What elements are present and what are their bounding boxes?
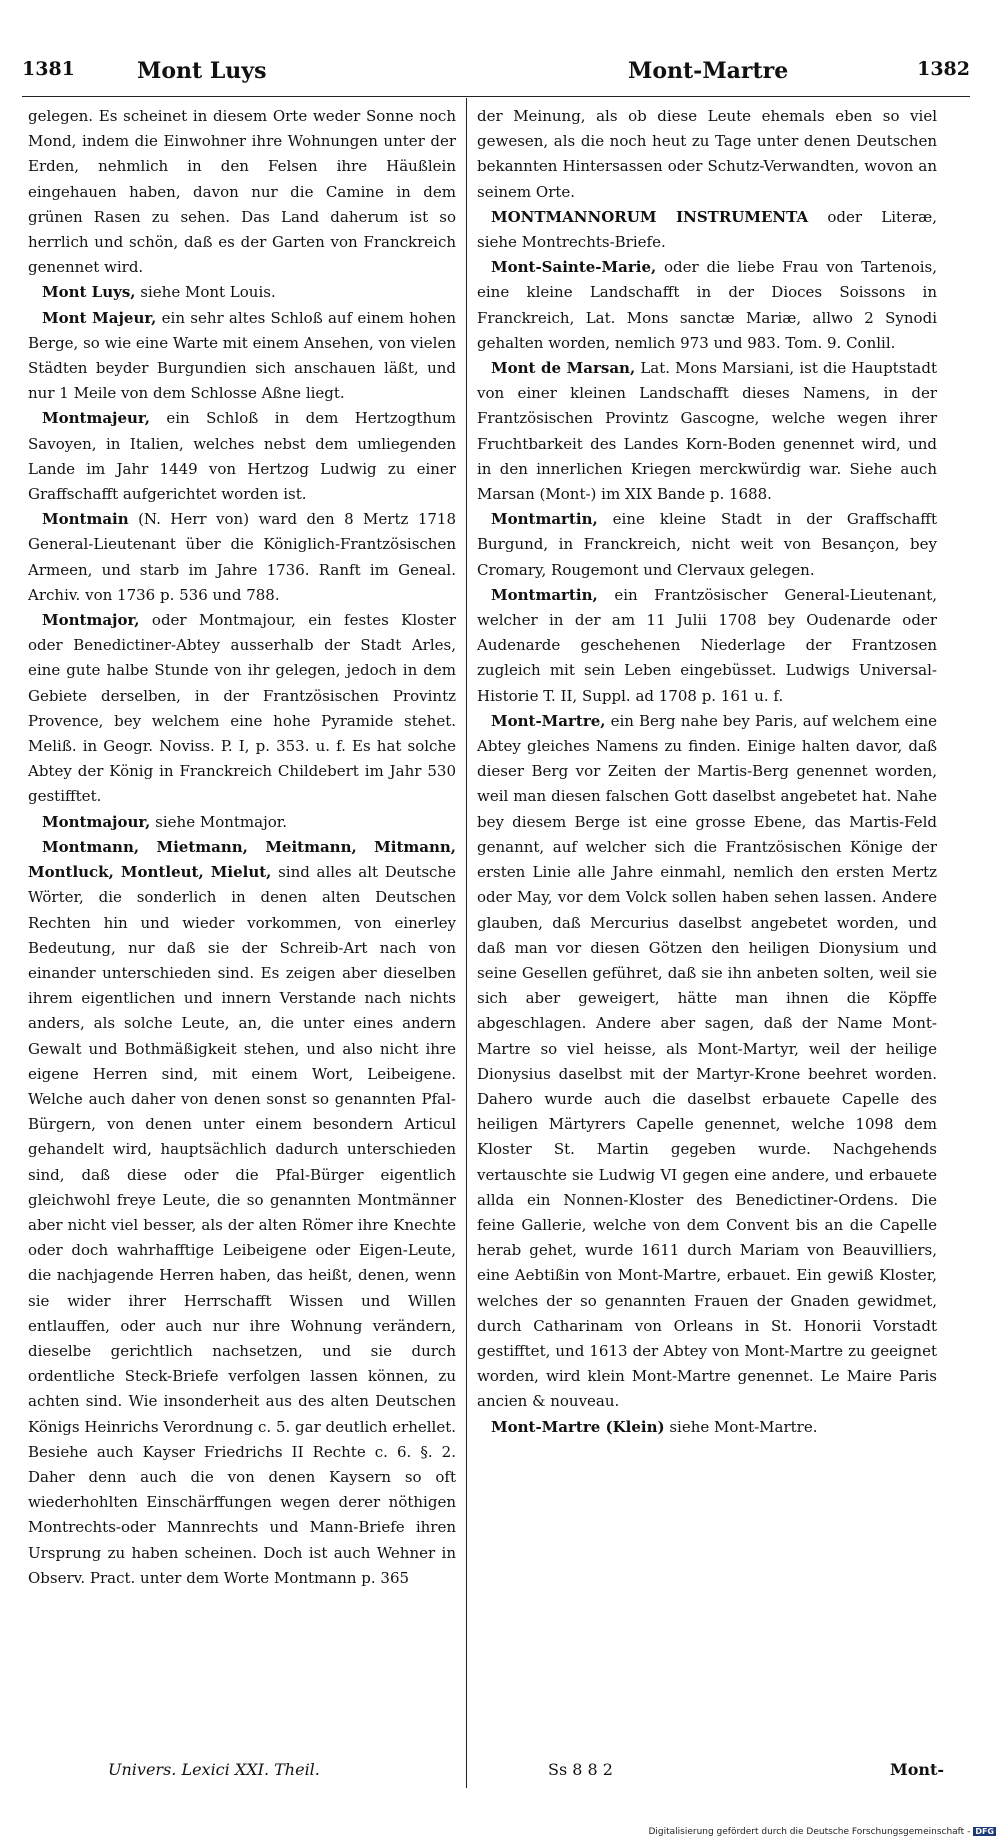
catchword: Mont-: [890, 1760, 945, 1779]
sheet-signature: Ss 8 8 2: [548, 1760, 613, 1779]
entry-text: oder die liebe Frau von Tartenois, eine kleine Landschafft in der Dioces Soissons in Franckreich, Lat. Mons sanctæ Mariæ, allwo 2 Synodi gehalten worden, nemlich 973 und 983. Tom. 9. Conlil.: [477, 258, 937, 352]
entry-text: ein Schloß in dem Hertzogthum Savoyen, in Italien, welches nebst dem umliegenden Lande im Jahr 1449 von Hertzog Ludwig zu einer Graffschafft aufgerichtet worden ist.: [28, 409, 456, 504]
dfg-logo: DFG: [975, 1827, 994, 1836]
entry: [477, 507, 937, 583]
entry-text: (N. Herr von) ward den 8 Mertz 1718 General-Lieutenant über die Königlich-Frantzösischen Armeen, und starb im Jahre 1736. Ranft im Geneal. Archiv. von 1736 p. 536 und 788.: [28, 510, 456, 604]
entry-headword: Montmajeur,: [42, 409, 150, 428]
page-footer: [28, 1760, 968, 1788]
entry: [28, 608, 456, 810]
entry-headword: Mont Majeur,: [42, 308, 157, 327]
volume-signature: Univers. Lexici XXI. Theil.: [108, 1760, 320, 1779]
entry: [28, 280, 456, 305]
entry: [28, 104, 456, 280]
entry-text: ein Berg nahe bey Paris, auf welchem eine Abtey gleiches Namens zu finden. Einige halten davor, daß dieser Berg vor Zeiten der Martis-Berg genennet worden, weil man diesen falschen Gott daselbst angebetet hat. Nahe bey diesem Berge ist eine grosse Ebene, das Martis-Feld genannt, auf welcher sich die Frantzösischen Könige der ersten Linie alle Jahre einmahl, nemlich den ersten Mertz oder May, vor dem Volck sollen haben sehen lassen. Andere glauben, daß Mercurius daselbst angebetet worden, und daß man vor diesen Götzen den heiligen Dionysium und seine Gesellen geführet, daß sie ihn anbeten solten, weil sie sich aber geweigert, hätte man ihnen die Köpffe abgeschlagen. Andere aber sagen, daß der Name Mont-Martre so viel heisse, als Mont-Martyr, weil der heilige Dionysius daselbst mit der Martyr-Krone beehret worden. Dahero wurde auch die daselbst erbauete Capelle des heiligen Märtyrers Capelle genennet, welche 1098 dem Kloster St. Martin gegeben wurde. Nachgehends vertauschte sie Ludwig VI gegen eine andere, und erbauete allda ein Nonnen-Kloster des Benedictiner-Ordens. Die feine Gallerie, welche von dem Convent bis an die Capelle herab gehet, wurde 1611 durch Mariam von Beauvilliers, eine Aebtißin von Mont-Martre, erbauet. Ein gewiß Kloster, welches der so genannten Frauen der Gnaden gewidmet, durch Catharinam von Orleans in St. Honorii Vorstadt gestifftet, und 1613 der Abtey von Mont-Martre zu geeignet worden, wird klein Mont-Martre genennet. Le Maire Paris ancien & nouveau.: [477, 711, 937, 1411]
entry: [477, 356, 937, 507]
entry-text: siehe Mont-Martre.: [664, 1417, 818, 1436]
column-divider: [466, 98, 467, 1788]
entry: [477, 583, 937, 709]
entry-headword: Montmartin,: [491, 510, 598, 529]
entry: [477, 205, 937, 255]
entry: [28, 406, 456, 507]
entry-text: ein sehr altes Schloß auf einem hohen Berge, so wie eine Warte mit einem Ansehen, von vielen Städten beyder Burgundien sich anschauen läßt, und nur 1 Meile von dem Schlosse Aßne liegt.: [28, 308, 456, 403]
entry-text: ein Frantzösischer General-Lieutenant, welcher in der am 11 Julii 1708 bey Oudenarde oder Audenarde geschehenen Niederlage der Frantzosen zugleich mit sein Leben eingebüsset. Ludwigs Universal-Historie T. II, Suppl. ad 1708 p. 161 u. f.: [477, 585, 937, 705]
entry-text: der Meinung, als ob diese Leute ehemals eben so viel gewesen, als die noch heut zu Tage unter denen Deutschen bekannten Hintersassen oder Schutz-Verwandten, wovon an seinem Orte.: [477, 107, 937, 201]
running-header: [22, 58, 970, 92]
left-running-title: Mont Luys: [137, 58, 267, 84]
entry-text: eine kleine Stadt in der Graffschafft Burgund, in Franckreich, nicht weit von Besançon, bey Cromary, Rougemont und Clervaux gelegen.: [477, 510, 937, 579]
entry-headword: MONTMANNORUM INSTRUMENTA: [491, 207, 809, 226]
entry-headword: Montmann, Mietmann, Meitmann, Mitmann, Montluck, Montleut, Mielut,: [28, 837, 456, 882]
right-running-title: Mont-Martre: [628, 58, 789, 84]
credit-text: Digitalisierung gefördert durch die Deutsche Forschungsgemeinschaft -: [648, 1827, 971, 1837]
entry-headword: Montmartin,: [491, 585, 598, 604]
digitization-credit: [648, 1827, 996, 1837]
entry-text: Lat. Mons Marsiani, ist die Hauptstadt von einer kleinen Landschafft dieses Namens, in der Frantzösischen Provintz Gascogne, welche wegen ihrer Fruchtbarkeit des Landes Korn-Boden genennet wird, und in den innerlichen Kriegen merckwürdig war. Siehe auch Marsan (Mont-) im XIX Bande p. 1688.: [477, 359, 938, 504]
entry-text: siehe Mont Louis.: [135, 283, 276, 302]
entry-headword: Mont de Marsan,: [491, 359, 636, 378]
entry-headword: Mont-Sainte-Marie,: [491, 258, 657, 277]
entry-text: oder Literæ, siehe Montrechts-Briefe.: [477, 207, 937, 252]
right-page-number: 1382: [917, 58, 970, 80]
entry-headword: Montmajour,: [42, 812, 151, 831]
right-column: [477, 104, 937, 1440]
entry: [28, 835, 456, 1591]
entry: [477, 1415, 937, 1440]
entry: [477, 709, 937, 1415]
entry: [28, 306, 456, 407]
entry-text: gelegen. Es scheinet in diesem Orte weder Sonne noch Mond, indem die Einwohner ihre Wohnungen unter der Erden, nehmlich in den Felsen ihre Häußlein eingehauen haben, davon nur die Camine in dem grünen Rasen zu sehen. Das Land daherum ist so herrlich und schön, daß es der Garten von Franckreich genennet wird.: [28, 107, 456, 277]
entry: [477, 255, 937, 356]
header-rule: [22, 96, 970, 97]
left-column: [28, 104, 456, 1591]
entry-text: siehe Montmajor.: [150, 812, 288, 831]
entry-headword: Mont-Martre,: [491, 711, 606, 730]
entry-headword: Montmain: [42, 510, 129, 529]
entry: [28, 507, 456, 608]
entry-headword: Mont-Martre (Klein): [491, 1417, 665, 1436]
entry-text: sind alles alt Deutsche Wörter, die sonderlich in denen alten Deutschen Rechten hin und wieder vorkommen, von einerley Bedeutung, nur daß sie der Schreib-Art nach von einander unterschieden sind. Es zeigen aber dieselben ihrem eigentlichen und innern Verstande nach nichts anders, als solche Leute, an, die unter eines andern Gewalt und Bothmäßigkeit stehen, und also nicht ihre eigene Herren sind, mit einem Wort, Leibeigene. Welche auch daher von denen sonst so genannten Pfal-Bürgern, von denen unter einem besondern Articul gehandelt wird, hauptsächlich dadurch unterschieden sind, daß diese oder die Pfal-Bürger eigentlich gleichwohl freye Leute, die so genannten Montmänner aber nicht viel besser, als der alten Römer ihre Knechte oder doch wahrhafftige Leibeigene oder Eigen-Leute, die nachjagende Herren haben, das heißt, denen, wenn sie wider ihrer Herrschafft Wissen und Willen entlauffen, oder auch nur ihre Wohnung verändern, dieselbe gerichtlich nachsetzen, und sie durch ordentliche Steck-Briefe verfolgen lassen können, zu achten sind. Wie insonderheit aus des alten Deutschen Königs Heinrichs Verordnung c. 5. gar deutlich erhellet. Besiehe auch Kayser Friedrichs II Rechte c. 6. §. 2. Daher denn auch die von denen Kaysern so oft wiederhohlten Einschärffungen wegen derer nöthigen Montrechts-oder Mannrechts und Mann-Briefe ihren Ursprung zu haben scheinen. Doch ist auch Wehner in Observ. Pract. unter dem Worte Montmann p. 365: [28, 863, 456, 1587]
entry-headword: Montmajor,: [42, 611, 140, 630]
left-page-number: 1381: [22, 58, 75, 80]
entry-text: oder Montmajour, ein festes Kloster oder Benedictiner-Abtey ausserhalb der Stadt Arles, eine gute halbe Stunde von ihr gelegen, jedoch in dem Gebiete derselben, in der Frantzösischen Provintz Provence, bey welchem eine hohe Pyramide stehet. Meliß. in Geogr. Noviss. P. I, p. 353. u. f. Es hat solche Abtey der König in Franckreich Childebert im Jahr 530 gestifftet.: [28, 611, 456, 806]
entry: [28, 810, 456, 835]
entry: [477, 104, 937, 205]
entry-headword: Mont Luys,: [42, 283, 136, 302]
